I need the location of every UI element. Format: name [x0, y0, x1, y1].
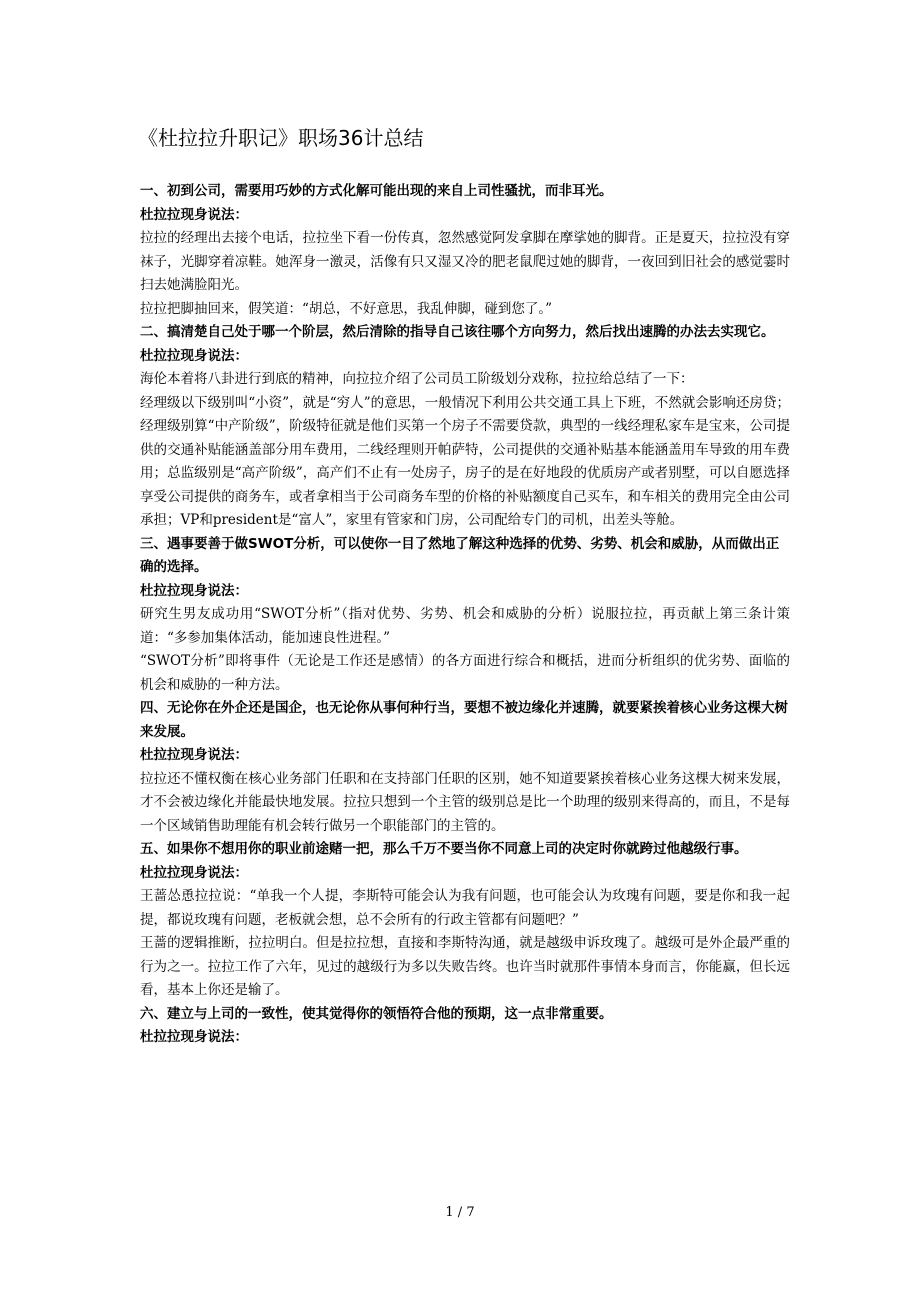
page-number: 1 / 7 [445, 1205, 475, 1220]
section-label: 杜拉拉现身说法： [140, 582, 248, 599]
section-heading: 二、搞清楚自己处于哪一个阶层，然后清除的指导自己该往哪个方向努力，然后找出速腾的办法去实现它。 [140, 324, 775, 340]
section-heading: 四、无论你在外企还是国企，也无论你从事何种行当，要想不被边缘化并速腾，就要紧挨着核心业务这棵大树来发展。 [140, 700, 788, 740]
section-paragraph: 研究生男友成功用“SWOT分析”（指对优势、劣势、机会和威胁的分析）说服拉拉，再贡献上第三条计策道：“多参加集体活动，能加速良性进程。” [140, 606, 790, 646]
section-heading: 五、如果你不想用你的职业前途赌一把，那么千万不要当你不同意上司的决定时你就跨过他越级行事。 [140, 841, 748, 857]
document-title: 《杜拉拉升职记》职场36计总结 [138, 126, 424, 150]
section-label: 杜拉拉现身说法： [140, 206, 248, 223]
section-label: 杜拉拉现身说法： [140, 747, 248, 763]
section-heading: 三、遇事要善于做SWOT分析，可以使你一目了然地了解这种选择的优势、劣势、机会和威胁，从而做出正确的选择。 [140, 535, 780, 575]
section-label: 杜拉拉现身说法： [140, 1029, 248, 1045]
section-label: 杜拉拉现身说法： [140, 864, 248, 881]
section-paragraph: 拉拉还不懂权衡在核心业务部门任职和在支持部门任职的区别，她不知道要紧挨着核心业务这棵大树来发展，才不会被边缘化并能最快地发展。拉拉只想到一个主管的级别总是比一个助理的级别来得高的，而且，不是每一个区域销售助理能有机会转行做另一个职能部门的主管的。 [140, 770, 790, 834]
section-paragraph: 拉拉的经理出去接个电话，拉拉坐下看一份传真，忽然感觉阿发拿脚在摩挲她的脚背。正是夏天，拉拉没有穿袜子，光脚穿着凉鞋。她浑身一激灵，活像有只又湿又冷的肥老鼠爬过她的脚背，一夜回到旧社会的感觉霎时扫去她满脸阳光。 [140, 230, 790, 293]
section-paragraph: 王蔷的逻辑推断，拉拉明白。但是拉拉想，直接和李斯特沟通，就是越级申诉玫瑰了。越级可是外企最严重的行为之一。拉拉工作了六年，见过的越级行为多以失败告终。也许当时就那件事情本身而言，你能赢，但长远看，基本上你还是输了。 [140, 935, 790, 998]
section-heading: 六、建立与上司的一致性，使其觉得你的领悟符合他的预期，这一点非常重要。 [140, 1005, 613, 1022]
section-paragraph: 海伦本着将八卦进行到底的精神，向拉拉介绍了公司员工阶级划分戏称，拉拉给总结了一下： [140, 371, 694, 387]
section-paragraph: 王蔷怂恿拉拉说：“单我一个人提，李斯特可能会认为我有问题，也可能会认为玫瑰有问题，要是你和我一起提，都说玫瑰有问题，老板就会想，总不会所有的行政主管都有问题吧？” [140, 888, 790, 928]
section-paragraph: 经理级以下级别叫“小资”，就是“穷人”的意思，一般情况下利用公共交通工具上下班，不然就会影响还房贷；经理级别算“中产阶级”，阶级特征就是他们买第一个房子不需要贷款，典型的一线经理私家车是宝来，公司提供的交通补贴能涵盖部分用车费用，二线经理则开帕萨特，公司提供的交通补贴基本能涵盖用车导致的用车费用；总监级别是“高产阶级”，高产们不止有一处房子，房子的是在好地段的优质房产或者别墅，可以自愿选择享受公司提供的商务车，或者拿相当于公司商务车型的价格的补贴额度自己买车，和车相关的费用完全由公司承担；VP和president是“富人”，家里有管家和门房，公司配给专门的司机，出差头等舱。 [140, 394, 790, 528]
section-label: 杜拉拉现身说法： [140, 347, 248, 364]
section-heading: 一、初到公司，需要用巧妙的方式化解可能出现的来自上司性骚扰，而非耳光。 [140, 183, 613, 199]
section-paragraph: “SWOT分析”即将事件（无论是工作还是感情）的各方面进行综合和概括，进而分析组织的优劣势、面临的机会和威胁的一种方法。 [140, 653, 790, 693]
document-body [140, 180, 790, 1050]
section-paragraph: 拉拉把脚抽回来，假笑道：“胡总，不好意思，我乱伸脚，碰到您了。” [140, 300, 553, 317]
